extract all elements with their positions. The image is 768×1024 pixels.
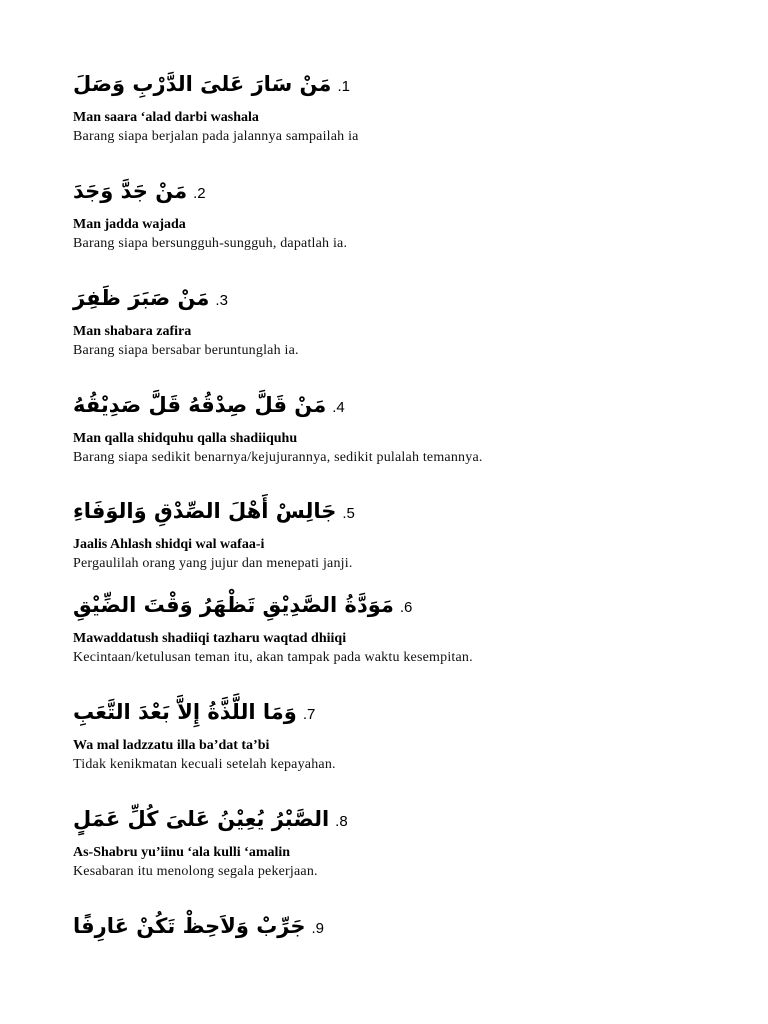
arabic-text: مَنْ سَارَ عَلىَ الدَّرْبِ وَصَلَ — [73, 72, 332, 96]
meaning: Kecintaan/ketulusan teman itu, akan tampak pada waktu kesempitan. — [73, 650, 473, 665]
entry-number: .7 — [302, 706, 316, 723]
proverb-entry-8 — [73, 807, 713, 881]
arabic-text: مَوَدَّةُ الصَّدِيْقِ تَظْهَرُ وَقْتَ الضِّيْقِ — [73, 593, 394, 617]
arabic-text: مَنْ قَلَّ صِدْقُهُ قَلَّ صَدِيْقُهُ — [73, 393, 327, 417]
arabic-line — [73, 393, 713, 427]
entry-number: .6 — [399, 599, 413, 616]
arabic-text: وَمَا اللَّذَّةُ إِلاَّ بَعْدَ التَّعَبِ — [73, 700, 297, 724]
transliteration: Man saara ‘alad darbi washala — [73, 110, 259, 125]
proverb-entry-2 — [73, 179, 713, 253]
proverb-entry-7 — [73, 700, 713, 774]
transliteration: Mawaddatush shadiiqi tazharu waqtad dhiiqi — [73, 631, 347, 646]
transliteration: Man shabara zafira — [73, 324, 192, 339]
arabic-line — [73, 700, 713, 734]
transliteration: Wa mal ladzzatu illa ba’dat ta’bi — [73, 738, 270, 753]
meaning: Kesabaran itu menolong segala pekerjaan. — [73, 864, 318, 879]
transliteration: Jaalis Ahlash shidqi wal wafaa-i — [73, 537, 265, 552]
meaning: Barang siapa sedikit benarnya/kejujurannya, sedikit pulalah temannya. — [73, 450, 483, 465]
arabic-text: الصَّبْرُ يُعِيْنُ عَلىَ كُلِّ عَمَلٍ — [73, 807, 330, 831]
entry-number: .5 — [342, 505, 355, 522]
arabic-line — [73, 499, 713, 533]
entry-number: .2 — [193, 185, 206, 202]
transliteration: Man jadda wajada — [73, 217, 186, 232]
entry-number: .4 — [332, 399, 345, 416]
proverb-entry-5 — [73, 499, 713, 573]
arabic-line — [73, 286, 713, 320]
meaning: Barang siapa berjalan pada jalannya sampailah ia — [73, 129, 359, 144]
arabic-line — [73, 593, 713, 627]
meaning: Barang siapa bersabar beruntunglah ia. — [73, 343, 299, 358]
arabic-text: جَالِسْ أَهْلَ الصِّدْقِ وَالوَفَاءِ — [73, 499, 337, 523]
transliteration: Man qalla shidquhu qalla shadiiquhu — [73, 431, 298, 446]
meaning: Tidak kenikmatan kecuali setelah kepayahan. — [73, 757, 336, 772]
entry-number: .1 — [337, 78, 350, 95]
arabic-line — [73, 72, 713, 106]
proverb-entry-4 — [73, 393, 713, 467]
entry-number: .9 — [311, 920, 325, 937]
arabic-text: جَرِّبْ وَلاَحِظْ تَكُنْ عَارِفًا — [73, 914, 306, 938]
arabic-text: مَنْ صَبَرَ ظَفِرَ — [73, 286, 210, 310]
entry-number: .8 — [335, 813, 348, 830]
proverb-entry-9 — [73, 914, 713, 948]
proverb-entry-3 — [73, 286, 713, 360]
transliteration: As-Shabru yu’iinu ‘ala kulli ‘amalin — [73, 845, 291, 860]
proverb-entry-6 — [73, 593, 713, 667]
entry-number: .3 — [215, 292, 228, 309]
proverb-entry-1 — [73, 72, 713, 146]
arabic-line — [73, 807, 713, 841]
arabic-line — [73, 914, 713, 948]
arabic-text: مَنْ جَدَّ وَجَدَ — [73, 179, 188, 203]
arabic-line — [73, 179, 713, 213]
meaning: Pergaulilah orang yang jujur dan menepati janji. — [73, 556, 353, 571]
meaning: Barang siapa bersungguh-sungguh, dapatlah ia. — [73, 236, 348, 251]
